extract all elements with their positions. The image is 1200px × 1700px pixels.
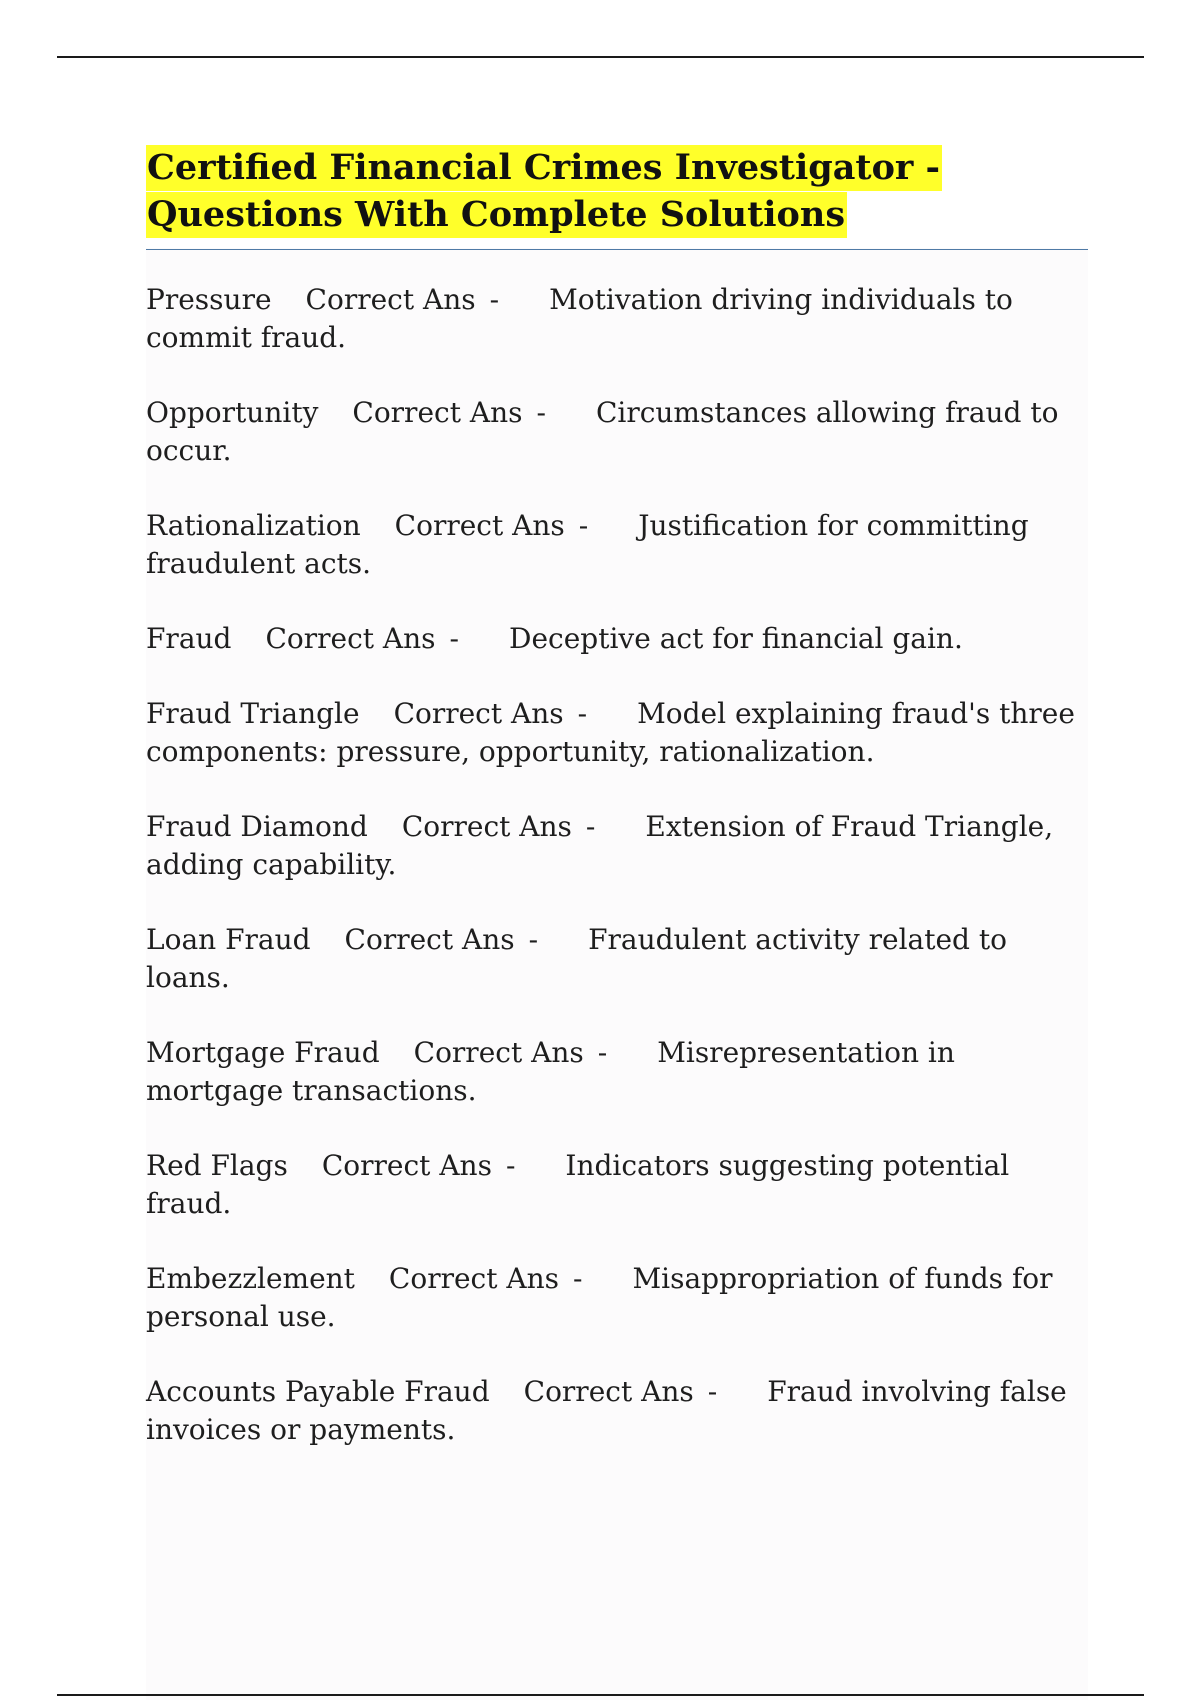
answer-label: Correct Ans	[401, 810, 572, 843]
qa-item	[146, 1373, 1076, 1449]
qa-answer: Misappropriation of funds for personal use.	[146, 1262, 1053, 1333]
qa-term: Accounts Payable Fraud	[146, 1375, 490, 1408]
answer-dash: -	[536, 396, 546, 429]
answer-label: Correct Ans	[523, 1375, 694, 1408]
answer-dash: -	[489, 283, 500, 316]
qa-answer: Fraud involving false invoices or payments.	[146, 1375, 1067, 1446]
qa-term: Rationalization	[146, 509, 361, 542]
qa-item	[146, 695, 1076, 771]
qa-list	[146, 281, 1076, 1486]
qa-term: Embezzlement	[146, 1262, 355, 1295]
qa-answer: Indicators suggesting potential fraud.	[146, 1149, 1010, 1220]
answer-label: Correct Ans	[394, 509, 565, 542]
qa-item	[146, 281, 1076, 357]
qa-term: Fraud	[146, 622, 232, 655]
answer-label: Correct Ans	[388, 1262, 559, 1295]
qa-item	[146, 507, 1076, 583]
answer-dash: -	[528, 923, 539, 956]
qa-item	[146, 808, 1076, 884]
answer-label: Correct Ans	[344, 923, 515, 956]
page-footer-rule	[57, 1694, 1144, 1696]
answer-label: Correct Ans	[265, 622, 436, 655]
answer-dash: -	[707, 1375, 718, 1408]
qa-answer: Model explaining fraud's three components: pressure, opportunity, rationalization.	[146, 697, 1075, 768]
qa-answer: Misrepresentation in mortgage transactions.	[146, 1036, 955, 1107]
qa-item	[146, 620, 1076, 658]
answer-label: Correct Ans	[393, 697, 564, 730]
qa-answer: Fraudulent activity related to loans.	[146, 923, 1007, 994]
qa-answer: Motivation driving individuals to commit fraud.	[146, 283, 1013, 354]
qa-term: Mortgage Fraud	[146, 1036, 380, 1069]
qa-answer: Circumstances allowing fraud to occur.	[146, 396, 1059, 467]
qa-answer: Justification for committing fraudulent acts.	[146, 509, 1029, 580]
qa-item	[146, 394, 1076, 470]
answer-dash: -	[597, 1036, 608, 1069]
qa-term: Red Flags	[146, 1149, 288, 1182]
qa-term: Loan Fraud	[146, 923, 311, 956]
qa-item	[146, 1260, 1076, 1336]
answer-dash: -	[505, 1149, 516, 1182]
document-title-line-2: Questions With Complete Solutions	[146, 192, 847, 238]
qa-item	[146, 1034, 1076, 1110]
title-underline	[146, 249, 1088, 250]
qa-item	[146, 921, 1076, 997]
answer-dash: -	[577, 697, 588, 730]
page-header-rule	[57, 56, 1144, 58]
qa-item	[146, 1147, 1076, 1223]
qa-term: Opportunity	[146, 396, 319, 429]
qa-term: Fraud Triangle	[146, 697, 360, 730]
answer-dash: -	[585, 810, 596, 843]
answer-label: Correct Ans	[305, 283, 476, 316]
qa-term: Fraud Diamond	[146, 810, 368, 843]
document-title-line-1: Certified Financial Crimes Investigator -	[146, 145, 942, 191]
qa-answer: Extension of Fraud Triangle, adding capability.	[146, 810, 1054, 881]
qa-answer: Deceptive act for financial gain.	[509, 622, 963, 655]
qa-term: Pressure	[146, 283, 272, 316]
answer-dash: -	[573, 1262, 583, 1295]
answer-dash: -	[578, 509, 589, 542]
answer-dash: -	[449, 622, 460, 655]
answer-label: Correct Ans	[413, 1036, 584, 1069]
document-title	[146, 144, 1086, 238]
answer-label: Correct Ans	[321, 1149, 492, 1182]
answer-label: Correct Ans	[352, 396, 523, 429]
